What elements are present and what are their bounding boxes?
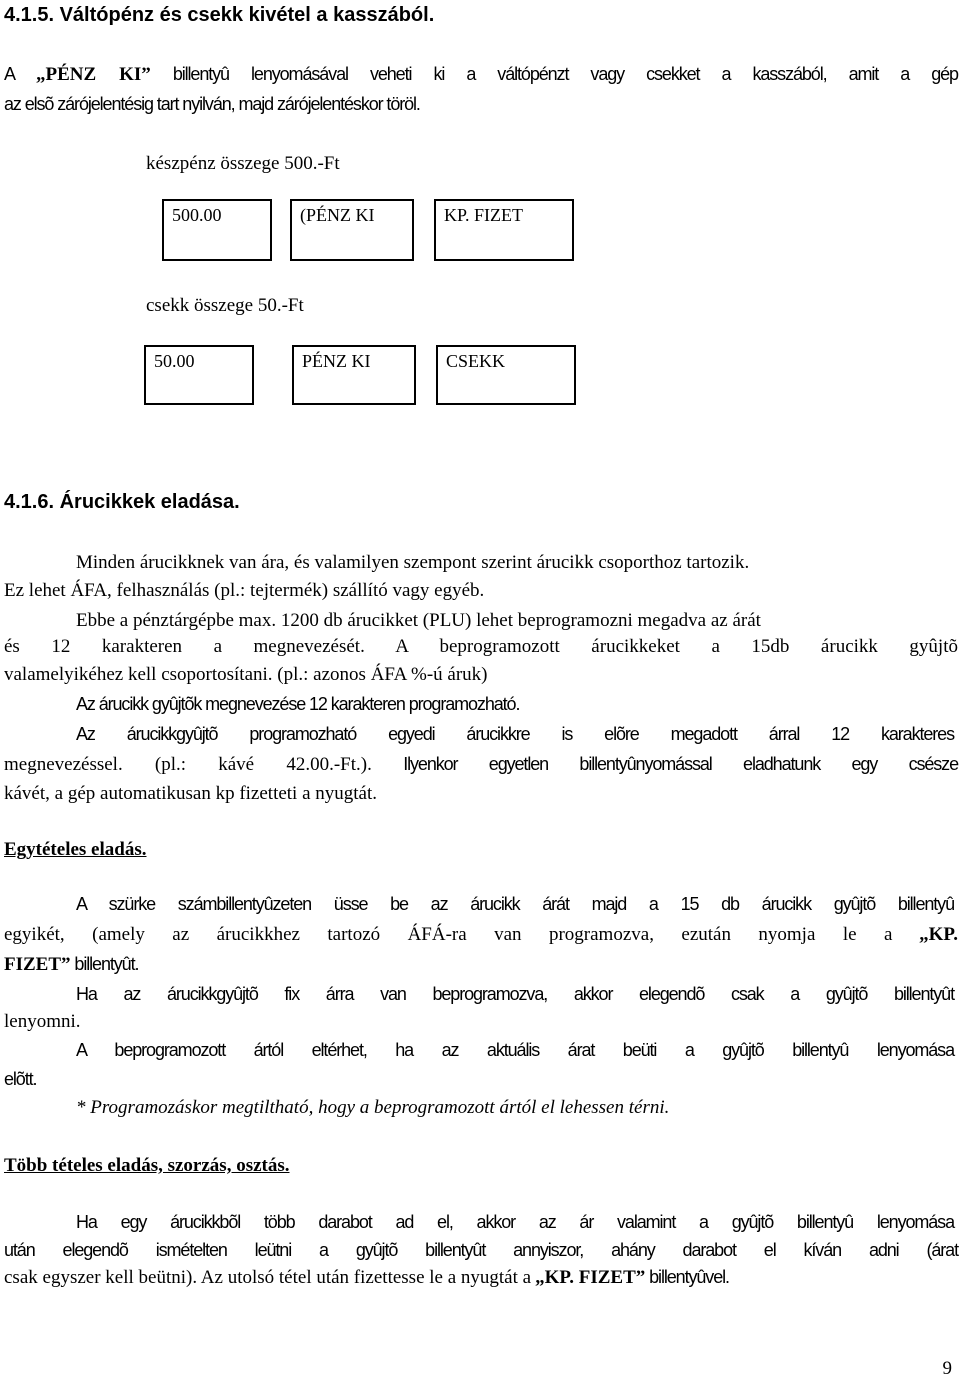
paragraph-line: és 12 karakteren a megnevezését. A beprogramozott árucikkeket a 15db árucikk gyûjtõ — [4, 636, 958, 657]
paragraph-line: A szürke számbillentyûzeten üsse be az árucikk árát majd a 15 db árucikk gyûjtõ billentyû — [76, 894, 954, 914]
paragraph-line: FIZET” billentyût. — [4, 954, 139, 975]
key-name-penz-ki: „PÉNZ KI” — [35, 64, 151, 85]
paragraph-line: Ha az árucikkgyûjtõ fix árra van beprogramozva, akkor elegendõ csak a gyûjtõ billentyût — [76, 984, 954, 1004]
key-name-kp: „KP. — [919, 924, 958, 945]
paragraph-line: A „PÉNZ KI” billentyû lenyomásával veheti ki a váltópénzt vagy csekket a kasszából, amit a gép — [4, 64, 958, 85]
key-box-csekk: CSEKK — [436, 345, 576, 405]
paragraph-line: valamelyikéhez kell csoportosítani. (pl.: azonos ÁFA %-ú áruk) — [4, 664, 488, 685]
cash-amount-label: készpénz összege 500.-Ft — [146, 153, 340, 174]
section-heading-4-1-5: 4.1.5. Váltópénz és csekk kivétel a kasszából. — [4, 4, 435, 26]
paragraph-line: egyikét, (amely az árucikkhez tartozó ÁFÁ-ra van programozva, ezután nyomja le a „KP. — [4, 924, 958, 945]
display-box-check-amount: 50.00 — [144, 345, 254, 405]
key-box-penz-ki: (PÉNZ KI — [290, 199, 414, 261]
section-heading-4-1-6: 4.1.6. Árucikkek eladása. — [4, 491, 240, 513]
paragraph-line: Az árucikkgyûjtõ programozható egyedi árucikkre is elõre megadott árral 12 karakteres — [76, 724, 954, 744]
paragraph-line: Ha egy árucikkbõl több darabot ad el, akkor az ár valamint a gyûjtõ billentyû lenyomása — [76, 1212, 954, 1232]
key-box-kp-fizet: KP. FIZET — [434, 199, 574, 261]
paragraph-line: után elegendõ ismételten leütni a gyûjtõ billentyût annyiszor, ahány darabot el kíván adni (árat — [4, 1240, 958, 1260]
paragraph-line: A beprogramozott ártól eltérhet, ha az aktuális árat beüti a gyûjtõ billentyû lenyomása — [76, 1040, 954, 1060]
subheading-single-sale: Egytételes eladás. — [4, 839, 147, 860]
paragraph-line: Ebbe a pénztárgépbe max. 1200 db árucikket (PLU) lehet beprogramozni megadva az árát — [76, 610, 761, 631]
paragraph-line: csak egyszer kell beütni). Az utolsó tétel után fizettesse le a nyugtát a „KP. FIZET” billentyûvel. — [4, 1267, 729, 1288]
key-box-penz-ki-check: PÉNZ KI — [292, 345, 416, 405]
key-name-fizet: FIZET” — [4, 954, 71, 975]
key-name-kp-fizet: „KP. FIZET” — [535, 1267, 646, 1288]
programming-note: * Programozáskor megtiltható, hogy a beprogramozott ártól el lehessen térni. — [76, 1097, 670, 1118]
paragraph-line: az elsõ zárójelentésig tart nyilván, majd zárójelentéskor töröl. — [4, 94, 420, 114]
check-amount-label: csekk összege 50.-Ft — [146, 295, 304, 316]
paragraph-line: kávét, a gép automatikusan kp fizetteti a nyugtát. — [4, 783, 378, 804]
display-box-cash-amount: 500.00 — [162, 199, 272, 261]
paragraph-line: megnevezéssel. (pl.: kávé 42.00.-Ft.). Ilyenkor egyetlen billentyûnyomással eladhatunk egy csésze — [4, 754, 958, 775]
paragraph-line: Az árucikk gyûjtõk megnevezése 12 karakteren programozható. — [76, 694, 520, 714]
paragraph-line: lenyomni. — [4, 1011, 81, 1032]
subheading-multi-sale: Több tételes eladás, szorzás, osztás. — [4, 1155, 290, 1176]
paragraph-line: elõtt. — [4, 1069, 37, 1089]
page-number: 9 — [942, 1358, 952, 1379]
paragraph-line: Minden árucikknek van ára, és valamilyen szempont szerint árucikk csoporthoz tartozik. — [76, 552, 750, 573]
paragraph-line: Ez lehet ÁFA, felhasználás (pl.: tejtermék) szállító vagy egyéb. — [4, 580, 485, 601]
